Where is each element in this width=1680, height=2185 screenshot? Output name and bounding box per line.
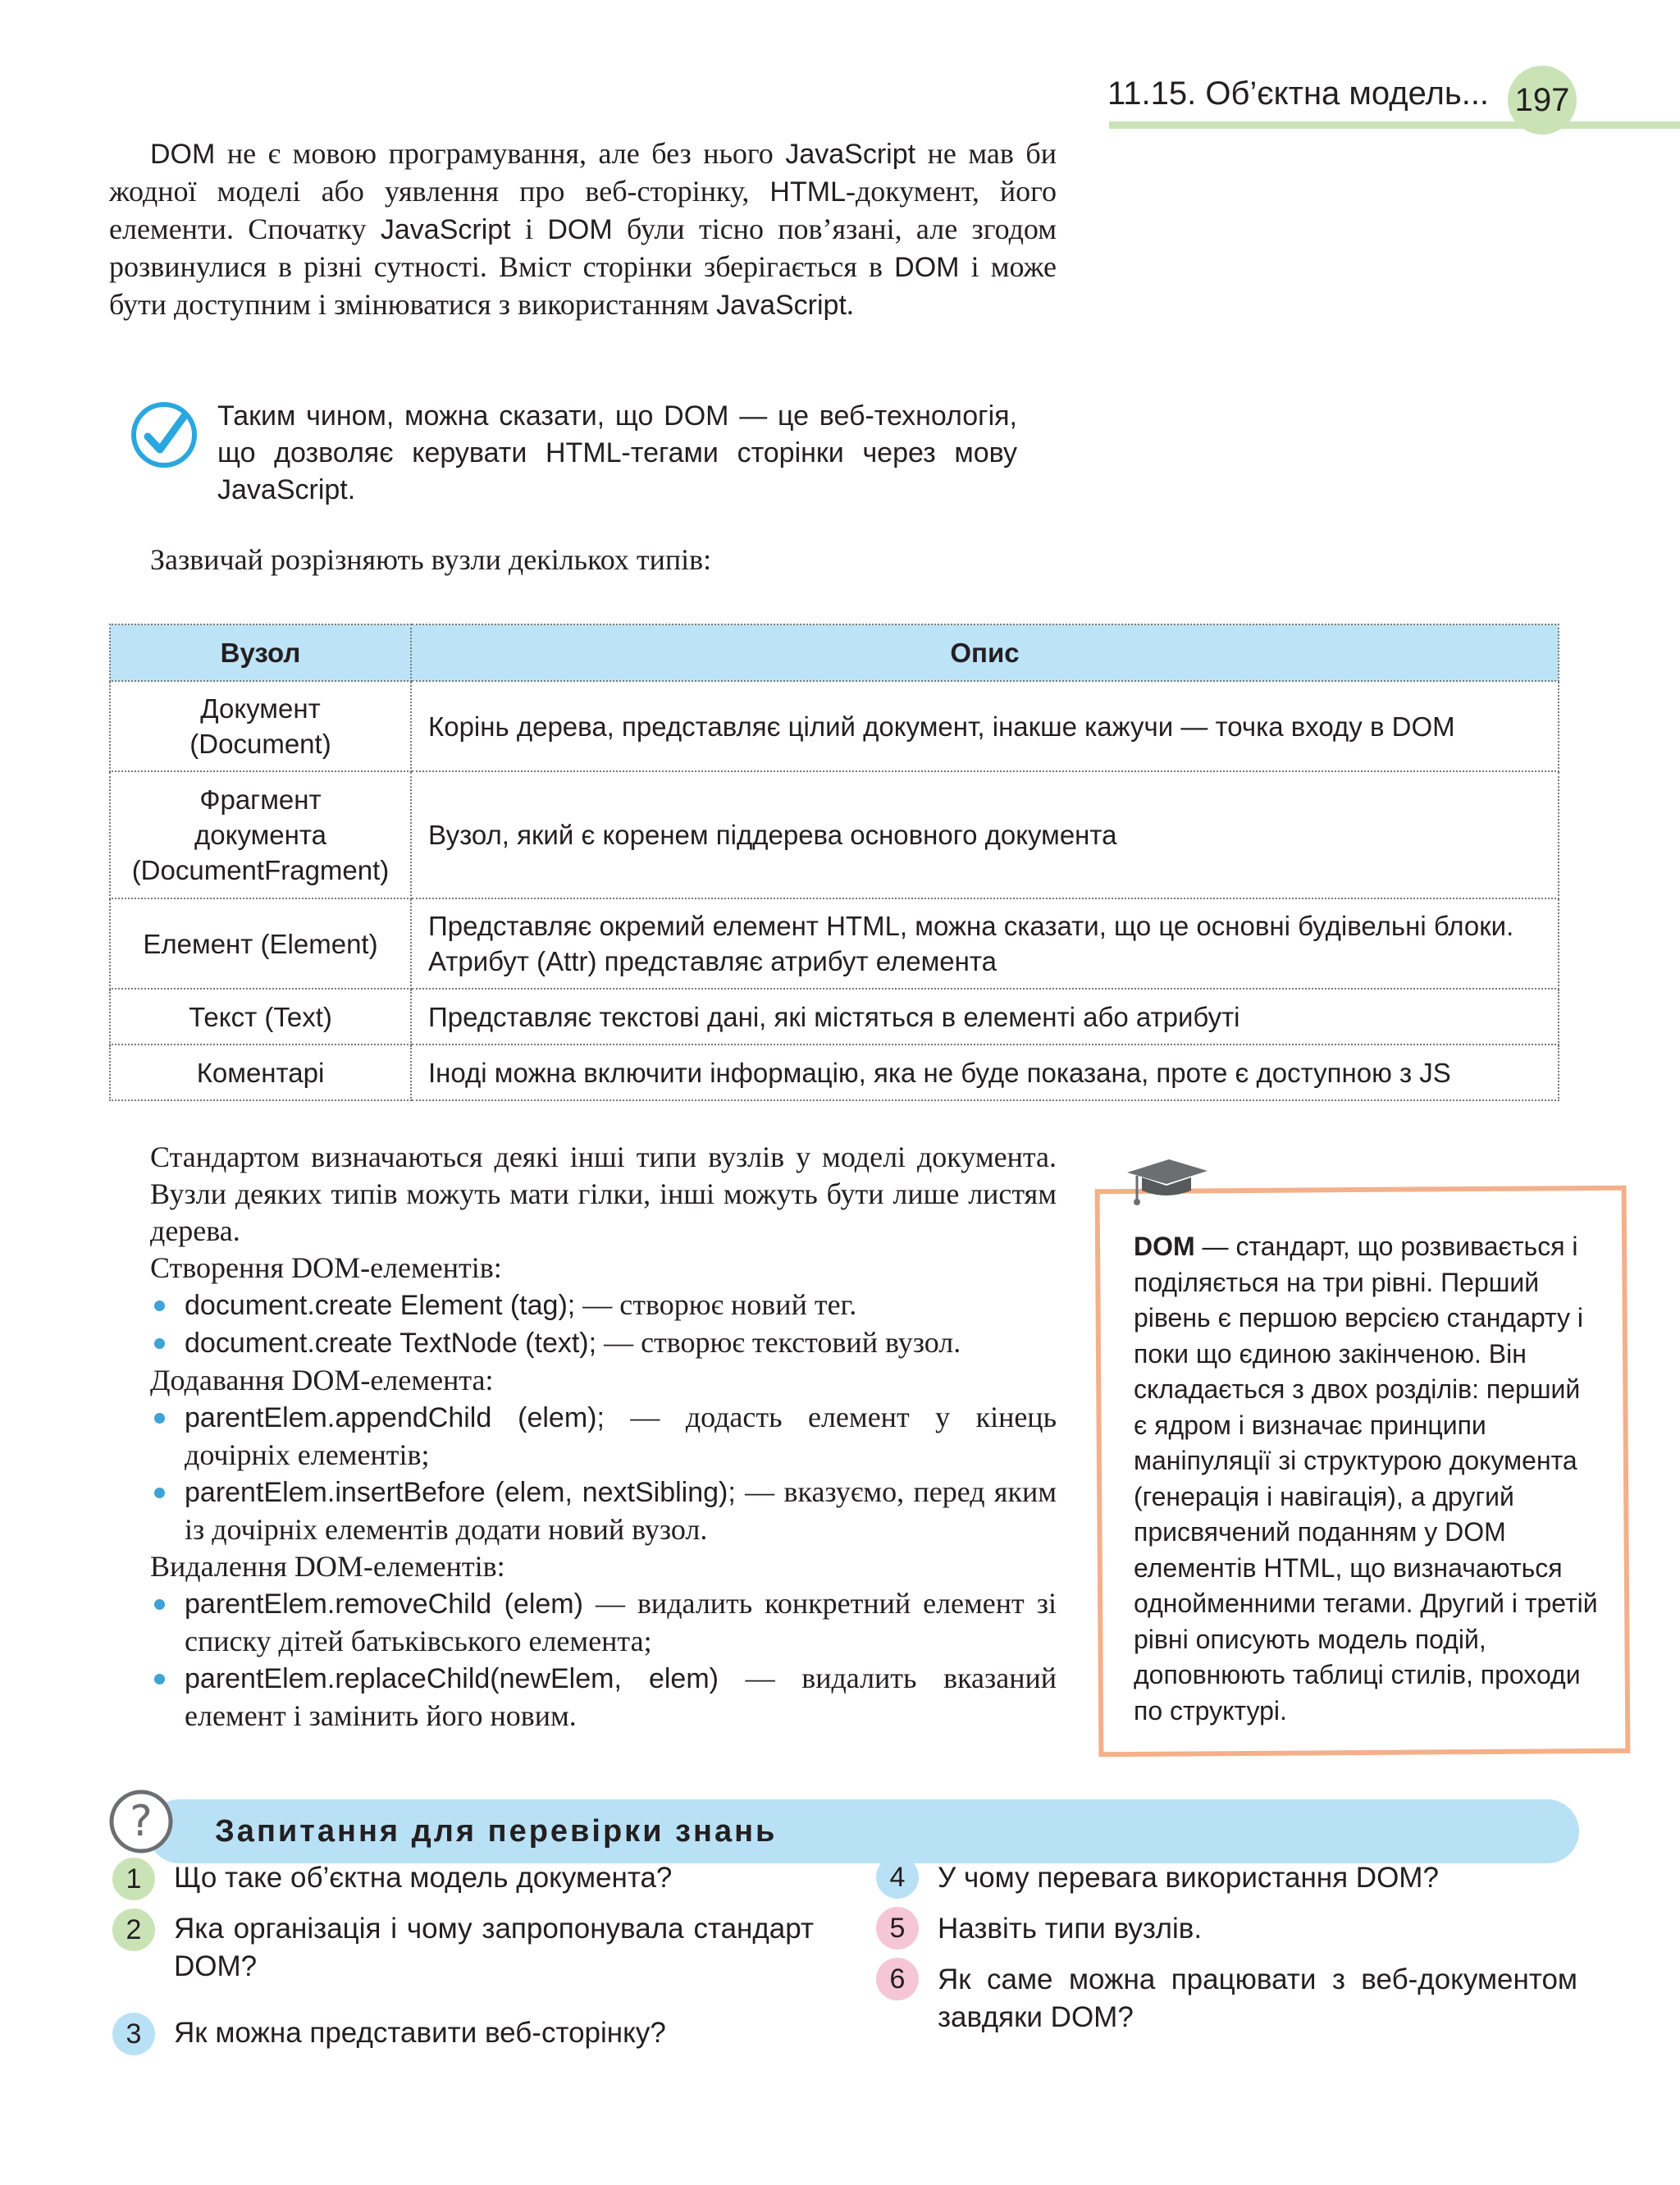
intro-paragraph: [109, 135, 1057, 324]
text-run: -елементів:: [360, 1251, 502, 1284]
code-text: JavaScript: [785, 139, 916, 170]
code-text: DOM: [894, 252, 960, 283]
question-number: 3: [112, 2013, 155, 2055]
description-cell: Представляє окремий елемент HTML, можна сказати, що це основні будівельні блоки. Атрибут (Attr) представляє атрибут елемента: [411, 898, 1559, 989]
question-number: 2: [112, 1908, 155, 1951]
text-run: DOM: [291, 1251, 361, 1284]
text-run: — видалить вказаний елемент і замінить його новим.: [185, 1662, 1057, 1732]
questions-title: Запитання для перевірки знань: [215, 1814, 778, 1849]
text-run: -документ, його елементи. Спочатку: [109, 175, 1057, 245]
node-types-table: [109, 624, 1559, 1101]
description-cell: Представляє текстові дані, які містяться в елементі або атрибуті: [411, 989, 1559, 1045]
definition-term: DOM: [1134, 1232, 1195, 1261]
description-cell: Корінь дерева, представляє цілий документ, інакше кажучи — точка входу в DOM: [411, 681, 1559, 771]
text-run: були тісно пов’язані, але згодом розвинулися в різні сутності. Вміст сторінки зберігається в: [109, 213, 1057, 283]
header-rule: [1109, 121, 1680, 129]
dom-methods-section: [109, 1139, 1057, 1735]
code-text: JavaScript: [716, 290, 847, 321]
page-number: 197: [1508, 66, 1577, 135]
question-text: Як саме можна працювати з веб-документом завдяки DOM?: [938, 1963, 1577, 2033]
header-node: Вузол: [110, 624, 411, 681]
code-text: DOM: [547, 214, 613, 245]
text-run: Видалення DOM-елементів:: [150, 1550, 505, 1583]
code-text: JavaScript: [380, 214, 511, 245]
text-run: не мав би жодної моделі або уявлення про веб-сторінку,: [109, 137, 1057, 208]
node-cell: Документ (Document): [110, 681, 411, 771]
node-cell: Коментарі: [110, 1045, 411, 1100]
text-run: — видалить конкретний елемент зі списку дітей батьківського елемента;: [185, 1587, 1057, 1657]
list-item: [109, 1324, 1057, 1362]
code-text: parentElem.replaceChild(newElem, elem): [185, 1663, 719, 1694]
question-number: 5: [876, 1907, 919, 1950]
question-text: Як можна представити веб-сторінку?: [174, 2017, 666, 2049]
code-text: document.create Element (tag);: [185, 1290, 576, 1321]
question-number: 4: [876, 1856, 919, 1899]
table-header-row: [110, 624, 1559, 681]
code-text: parentElem.insertBefore (elem, nextSibling);: [185, 1477, 736, 1508]
note-text: Таким чином, можна сказати, що DOM — це веб-технологія, що дозволяє керувати HTML-тегами сторінки через мову JavaScript.: [217, 400, 1017, 505]
text-run: — вказуємо, перед яким із дочірніх елементів додати новий вузол.: [185, 1475, 1057, 1546]
text-run: і: [510, 213, 548, 245]
code-text: parentElem.removeChild (elem): [185, 1588, 583, 1620]
node-cell: Текст (Text): [110, 989, 411, 1045]
text-run: Додавання DOM-елемента:: [150, 1364, 494, 1396]
code-text: document.create TextNode (text);: [185, 1328, 597, 1359]
node-cell: Фрагмент документа (DocumentFragment): [110, 771, 411, 898]
question-text: У чому перевага використання DOM?: [938, 1862, 1439, 1894]
list-item: [109, 1585, 1057, 1660]
text-run: — створює текстовий вузол.: [596, 1326, 961, 1359]
text-run: — додасть елемент у кінець дочірніх елементів;: [185, 1401, 1057, 1471]
list-item: [109, 1399, 1057, 1474]
table-row: [110, 898, 1559, 989]
list-item: [109, 1660, 1057, 1735]
table-row: [110, 989, 1559, 1045]
question-number: 6: [876, 1958, 919, 2000]
text-run: — створює новий тег.: [575, 1288, 857, 1321]
text-run: і може бути доступним і змінюватися з використанням: [109, 250, 1057, 321]
question-number: 1: [112, 1858, 155, 1900]
description-cell: Іноді можна включити інформацію, яка не буде показана, проте є доступною з JS: [411, 1045, 1559, 1100]
list-item: [109, 1474, 1057, 1548]
code-text: DOM: [150, 139, 216, 170]
section-title: 11.15. Об’єктна модель...: [1107, 75, 1490, 112]
code-text: HTML: [769, 176, 846, 208]
svg-text:?: ?: [130, 1797, 153, 1846]
header-description: Опис: [411, 624, 1559, 681]
table-row: [110, 1045, 1559, 1100]
create-heading: [109, 1250, 1057, 1287]
question-text: Яка організація і чому запропонувала стандарт DOM?: [174, 1913, 814, 1982]
definition-text: [1134, 1229, 1600, 1729]
description-cell: Вузол, який є коренем піддерева основного документа: [411, 771, 1559, 898]
text-run: Створення: [150, 1251, 292, 1284]
question-mark-icon: [108, 1789, 174, 1854]
question-text: Що таке об’єктна модель документа?: [174, 1862, 673, 1894]
graduation-cap-icon: [1124, 1154, 1210, 1210]
list-item: [109, 1287, 1057, 1324]
text-run: .: [846, 288, 854, 321]
add-heading: [109, 1362, 1057, 1399]
remove-heading: [109, 1548, 1057, 1585]
checkmark-icon: [130, 400, 199, 469]
types-intro: Зазвичай розрізняють вузли декількох типів:: [150, 543, 712, 576]
table-row: [110, 771, 1559, 898]
text-run: Стандартом визначаються деякі інші типи вузлів у моделі документа. Вузли деяких типів можуть мати гілки, інші можуть бути лише листям дерева.: [150, 1140, 1057, 1247]
text-run: не є мовою програмування, але без нього: [215, 137, 786, 170]
definition-body: — стандарт, що розвивається і поділяється на три рівні. Перший рівень є першою версією стандарту і поки що єдиною закінченою. Він складається з двох розділів: перший є ядром і визначає принципи маніпуляції зі структурою документа (генерація і навігація), а другий присвячений поданням у DOM елементів HTML, що визначаються однойменними тегами. Другий і третій рівні описують модель подій, доповнюють таблиці стилів, проходи по структурі.: [1134, 1232, 1598, 1726]
code-text: parentElem.appendChild (elem);: [185, 1402, 605, 1433]
question-text: Назвіть типи вузлів.: [938, 1913, 1203, 1945]
node-cell: Елемент (Element): [110, 898, 411, 989]
standard-paragraph: [109, 1139, 1057, 1250]
table-row: [110, 681, 1559, 771]
